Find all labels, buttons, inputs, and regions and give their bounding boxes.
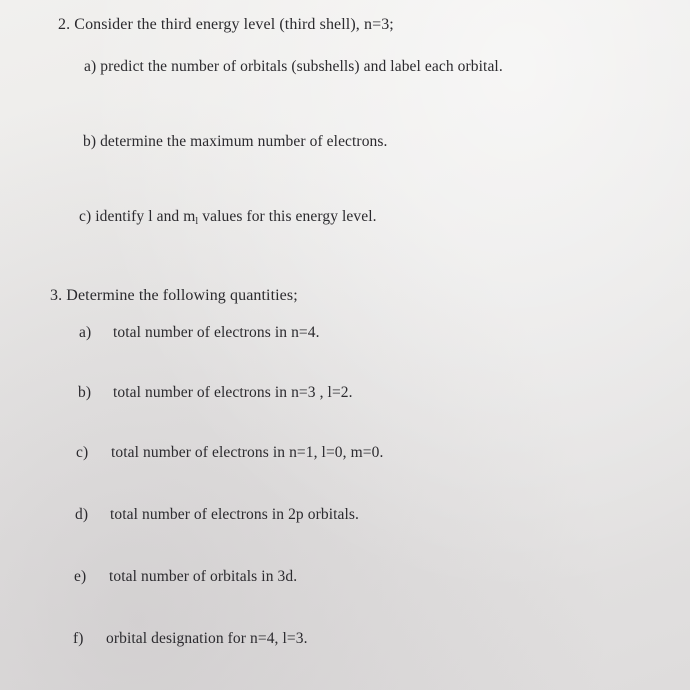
question-2b: b) determine the maximum number of electrons. <box>83 133 388 150</box>
question-3-item-label: c) <box>76 444 89 461</box>
question-2c-prefix: c) identify l and m <box>79 208 196 225</box>
question-3-item-text: total number of electrons in n=3 , l=2. <box>112 384 353 401</box>
question-2a: a) predict the number of orbitals (subshells) and label each orbital. <box>84 58 503 75</box>
question-3-item-label: f) <box>73 630 84 647</box>
question-3-item <box>73 630 308 648</box>
question-3-item <box>78 384 353 402</box>
question-3-item-text: total number of orbitals in 3d. <box>108 568 298 585</box>
question-3-item-label: e) <box>74 568 87 585</box>
question-2c-subscript: l <box>195 216 199 227</box>
question-3-item-text: total number of electrons in n=4. <box>112 324 320 341</box>
question-3-item-text: total number of electrons in n=1, l=0, m=0. <box>110 444 384 461</box>
question-3-item <box>75 506 359 524</box>
question-3-item-text: total number of electrons in 2p orbitals. <box>109 506 360 523</box>
question-3-item <box>79 324 320 342</box>
question-3-item-text: orbital designation for n=4, l=3. <box>105 630 308 647</box>
question-2-title: 2. Consider the third energy level (third shell), n=3; <box>58 16 394 33</box>
question-3-item-label: d) <box>75 506 89 523</box>
question-2c-suffix: values for this energy level. <box>198 208 377 225</box>
question-3-item-label: b) <box>78 384 92 401</box>
question-3-title: 3. Determine the following quantities; <box>50 287 298 304</box>
question-3-item <box>74 568 297 586</box>
question-3-item <box>76 444 383 462</box>
question-2c <box>79 208 377 227</box>
question-3-item-label: a) <box>79 324 92 341</box>
